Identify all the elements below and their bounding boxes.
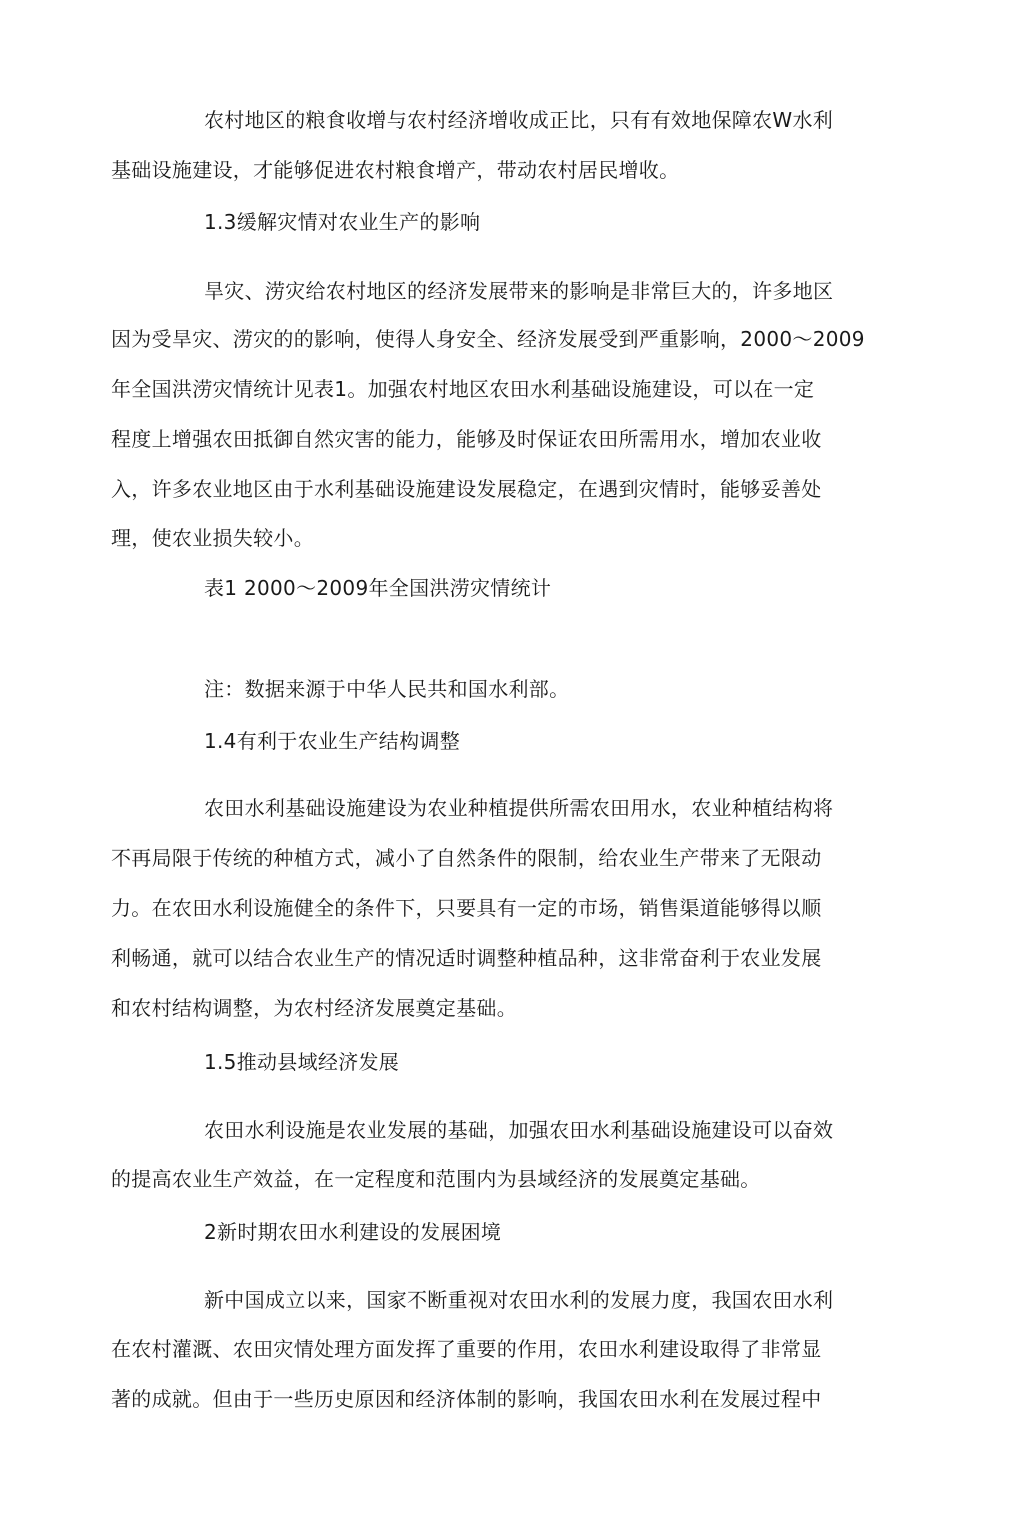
section-heading: 2新时期农田水利建设的发展困境 [204,1220,502,1244]
table-caption: 表1 2000～2009年全国洪涝灾情统计 [204,576,552,600]
paragraph-line: 新中国成立以来，国家不断重视对农田水利的发展力度，我国农田水利 [204,1288,834,1312]
paragraph-line: 基础设施建设，才能够促进农村粮食增产，带动农村居民增收。 [111,158,680,182]
section-heading: 1.5推动县域经济发展 [204,1050,400,1074]
paragraph-line: 著的成就。但由于一些历史原因和经济体制的影响，我国农田水利在发展过程中 [111,1387,822,1411]
paragraph-line: 利畅通，就可以结合农业生产的情况适时调整种植品种，这非常奋利于农业发展 [111,946,822,970]
paragraph-line: 在农村灌溉、农田灾情处理方面发挥了重要的作用，农田水利建设取得了非常显 [111,1337,822,1361]
paragraph-line: 力。在农田水利设施健全的条件下，只要具有一定的市场，销售渠道能够得以顺 [111,896,822,920]
paragraph-line: 年全国洪涝灾情统计见表1。加强农村地区农田水利基础设施建设，可以在一定 [111,377,815,401]
paragraph-line: 农田水利设施是农业发展的基础，加强农田水利基础设施建设可以奋效 [204,1118,834,1142]
paragraph-line: 入，许多农业地区由于水利基础设施建设发展稳定，在遇到灾情时，能够妥善处 [111,477,822,501]
paragraph-line: 程度上增强农田抵御自然灾害的能力，能够及时保证农田所需用水，增加农业收 [111,427,822,451]
section-heading: 1.3缓解灾情对农业生产的影响 [204,210,481,234]
paragraph-line: 农村地区的粮食收增与农村经济增收成正比，只有有效地保障农W水利 [204,108,834,132]
paragraph-line: 农田水利基础设施建设为农业种植提供所需农田用水，农业种植结构将 [204,796,834,820]
paragraph-line: 的提高农业生产效益，在一定程度和范围内为县域经济的发展奠定基础。 [111,1167,761,1191]
table-note: 注：数据来源于中华人民共和国水利部。 [204,677,570,701]
paragraph-line: 旱灾、涝灾给农村地区的经济发展带来的影响是非常巨大的，许多地区 [204,279,834,303]
paragraph-line: 不再局限于传统的种植方式，减小了自然条件的限制，给农业生产带来了无限动 [111,846,822,870]
section-heading: 1.4有利于农业生产结构调整 [204,729,461,753]
paragraph-line: 理，使农业损失较小。 [111,526,314,550]
paragraph-line: 和农村结构调整，为农村经济发展奠定基础。 [111,996,517,1020]
paragraph-line: 因为受旱灾、涝灾的的影响，使得人身安全、经济发展受到严重影响，2000～2009 [111,327,865,351]
